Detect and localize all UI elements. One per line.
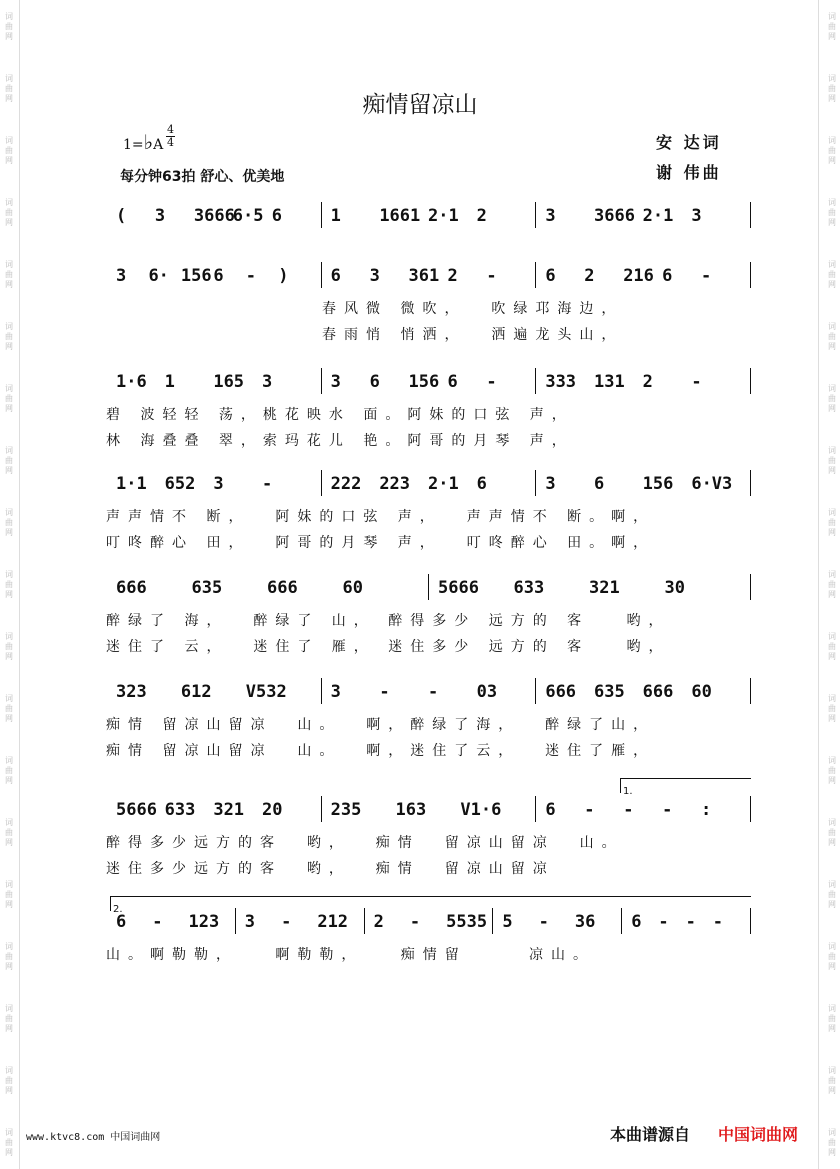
bar-line: [750, 574, 751, 600]
lyric-line: 痴情 留凉山留凉 山。 啊，迷住了云， 迷住了雁，: [106, 743, 656, 759]
measure: [331, 474, 532, 496]
watermark-mark: 词 曲 网: [5, 1066, 13, 1095]
note-group: 3: [369, 266, 380, 286]
lyric-line: 醉得多少远方的客 哟， 痴情 留凉山留凉 山。: [106, 835, 624, 851]
note-group: 6: [662, 266, 673, 286]
lyric-line: 春风微 微吹， 吹绿邛海边，: [322, 301, 624, 317]
note-group: 6: [631, 912, 642, 932]
watermark-mark: 词 曲 网: [828, 74, 836, 103]
bar-line: [492, 908, 493, 934]
lyric-line: 叮咚醉心 田， 阿哥的月琴 声， 叮咚醉心 田。啊，: [106, 535, 656, 551]
note-group: 6: [330, 266, 341, 286]
note-group: 60: [691, 682, 712, 702]
watermark-mark: 词 曲 网: [5, 446, 13, 475]
note-group: 612: [180, 682, 212, 702]
watermark-mark: 词 曲 网: [5, 12, 13, 41]
watermark-mark: 词 曲 网: [5, 880, 13, 909]
note-group: 235: [330, 800, 362, 820]
measure: [116, 474, 317, 496]
bar-line: [750, 202, 751, 228]
lyricist-credit: 安 达词: [656, 133, 722, 152]
note-group: 3666: [593, 206, 635, 226]
bar-line: [321, 678, 322, 704]
watermark-mark: 词 曲 网: [828, 260, 836, 289]
note-group: 3666: [193, 206, 235, 226]
note-group: 123: [188, 912, 220, 932]
footer-website: www.ktvc8.com 中国词曲网: [26, 1132, 161, 1143]
watermark-mark: 词 曲 网: [828, 694, 836, 723]
bar-line: [235, 908, 236, 934]
bar-line: [364, 908, 365, 934]
bar-line: [750, 796, 751, 822]
note-group: 666: [116, 578, 147, 598]
watermark-mark: 词 曲 网: [828, 1066, 836, 1095]
watermark-mark: 词 曲 网: [5, 260, 13, 289]
note-group: 6: [271, 206, 282, 226]
measure: [331, 800, 532, 822]
volta-first-ending: 1.: [620, 778, 751, 793]
measure: [245, 912, 360, 934]
note-group: -: [584, 800, 595, 820]
note-group: 212: [317, 912, 349, 932]
watermark-mark: 词 曲 网: [5, 74, 13, 103]
note-group: 131: [593, 372, 625, 392]
note-group: 156: [408, 372, 440, 392]
note-group: -: [691, 372, 702, 392]
lyric-line: 迷住了 云， 迷住了 雁， 迷住多少 远方的 客 哟，: [106, 639, 671, 655]
watermark-mark: 词 曲 网: [828, 508, 836, 537]
left-margin-line: [19, 0, 20, 1169]
lyric-line: 林 海叠叠 翠，索玛花儿 艳。阿哥的月琴 声，: [106, 433, 574, 449]
note-group: -: [409, 912, 421, 932]
bar-line: [535, 678, 536, 704]
measure: [331, 682, 532, 704]
note-group: 36: [574, 912, 596, 932]
measure: [545, 372, 746, 394]
note-group: 156: [642, 474, 674, 494]
bar-line: [535, 202, 536, 228]
bar-line: [535, 470, 536, 496]
note-group: 6·V3: [691, 474, 733, 494]
measure: [502, 912, 617, 934]
watermark-mark: 词 曲 网: [5, 1004, 13, 1033]
measure: [116, 578, 424, 600]
measure: [331, 266, 532, 288]
note-group: -: [685, 912, 696, 932]
note-group: -: [262, 474, 273, 494]
watermark-mark: 词 曲 网: [5, 322, 13, 351]
note-group: 666: [545, 682, 577, 702]
note-group: 1·6: [116, 372, 147, 392]
note-group: 3: [154, 206, 166, 226]
note-group: 6: [476, 474, 487, 494]
note-group: -: [623, 800, 634, 820]
watermark-mark: 词 曲 网: [828, 384, 836, 413]
bar-line: [750, 470, 751, 496]
note-group: 1·1: [116, 474, 147, 494]
watermark-mark: 词 曲 网: [828, 1128, 836, 1157]
note-group: -: [658, 912, 669, 932]
note-group: 5: [502, 912, 513, 932]
watermark-mark: 词 曲 网: [828, 880, 836, 909]
note-group: 2·1: [427, 206, 459, 226]
watermark-mark: 词 曲 网: [5, 1128, 13, 1157]
note-group: 6·5: [232, 206, 264, 226]
note-group: 3: [545, 206, 556, 226]
watermark-mark: 词 曲 网: [828, 12, 836, 41]
note-group: 60: [342, 578, 363, 598]
note-group: 6: [447, 372, 458, 392]
measure: [545, 474, 746, 496]
note-group: 2: [447, 266, 458, 286]
bar-line: [535, 262, 536, 288]
lyric-line: 痴情 留凉山留凉 山。 啊，醉绿了海， 醉绿了山，: [106, 717, 656, 733]
watermark-mark: 词 曲 网: [828, 322, 836, 351]
watermark-mark: 词 曲 网: [828, 756, 836, 785]
bar-line: [535, 368, 536, 394]
bar-line: [321, 368, 322, 394]
bar-line: [321, 202, 322, 228]
note-group: 3: [116, 266, 127, 286]
lyric-line: 醉绿了 海， 醉绿了 山， 醉得多少 远方的 客 哟，: [106, 613, 671, 629]
measure: [331, 206, 532, 228]
note-group: 2: [584, 266, 595, 286]
note-group: 6: [545, 266, 556, 286]
measure: [374, 912, 489, 934]
note-group: 3: [691, 206, 702, 226]
note-group: 2: [476, 206, 487, 226]
watermark-mark: 词 曲 网: [828, 818, 836, 847]
note-group: -: [427, 682, 439, 702]
note-group: 30: [664, 578, 685, 598]
note-group: 6: [593, 474, 605, 494]
lyric-line: 声声情不 断， 阿妹的口弦 声， 声声情不 断。啊，: [106, 509, 656, 525]
measure: [545, 682, 746, 704]
note-group: 2·1: [427, 474, 459, 494]
note-group: 3: [330, 372, 341, 392]
note-group: 666: [267, 578, 298, 598]
watermark-mark: 词 曲 网: [5, 136, 13, 165]
note-group: 333: [545, 372, 577, 392]
measure: [116, 682, 317, 704]
measure: [438, 578, 746, 600]
note-group: 6·: [148, 266, 169, 286]
watermark-mark: 词 曲 网: [828, 1004, 836, 1033]
note-group: 321: [213, 800, 245, 820]
note-group: V1·6: [460, 800, 502, 820]
note-group: 20: [262, 800, 283, 820]
note-group: 3: [330, 682, 341, 702]
note-group: -: [281, 912, 292, 932]
song-title: 痴情留凉山: [362, 92, 478, 118]
watermark-mark: 词 曲 网: [5, 508, 13, 537]
watermark-mark: 词 曲 网: [5, 632, 13, 661]
note-group: 165: [213, 372, 245, 392]
note-group: 3: [262, 372, 273, 392]
note-group: 1661: [379, 206, 421, 226]
lyric-line: 碧 波轻轻 荡，桃花映水 面。阿妹的口弦 声，: [106, 407, 574, 423]
watermark-mark: 词 曲 网: [828, 570, 836, 599]
note-group: 163: [395, 800, 427, 820]
note-group: 223: [379, 474, 411, 494]
measure: [545, 800, 746, 822]
footer-brand: 中国词曲网: [718, 1125, 799, 1144]
bar-line: [321, 262, 322, 288]
note-group: 216: [623, 266, 654, 286]
watermark-mark: 词 曲 网: [5, 756, 13, 785]
note-group: 323: [116, 682, 147, 702]
footer-source-text: 本曲谱源自: [610, 1125, 691, 1144]
tempo-marking: 每分钟63拍 舒心、优美地: [120, 169, 285, 185]
measure: [545, 266, 746, 288]
measure: [331, 372, 532, 394]
bar-line: [750, 262, 751, 288]
note-group: 6: [545, 800, 556, 820]
bar-line: [321, 796, 322, 822]
note-group: 6: [369, 372, 380, 392]
note-group: 666: [642, 682, 674, 702]
note-group: 6: [213, 266, 224, 286]
note-group: 633: [513, 578, 545, 598]
bar-line: [750, 908, 751, 934]
note-group: 1: [330, 206, 341, 226]
note-group: 3: [545, 474, 556, 494]
note-group: 635: [593, 682, 625, 702]
key-signature: 1=♭A: [123, 130, 164, 154]
note-group: -: [486, 372, 497, 392]
measure: [116, 800, 317, 822]
note-group: -: [152, 912, 163, 932]
note-group: -: [486, 266, 497, 286]
note-group: -: [538, 912, 549, 932]
time-signature: 4 4: [167, 123, 174, 149]
watermark-mark: 词 曲 网: [5, 694, 13, 723]
note-group: 5535: [446, 912, 488, 932]
note-group: 633: [164, 800, 196, 820]
volta-second-ending: 2.: [110, 896, 751, 911]
note-group: 5666: [438, 578, 479, 598]
note-group: -: [712, 912, 724, 932]
note-group: 156: [180, 266, 212, 286]
note-group: 5666: [116, 800, 157, 820]
note-group: :: [701, 800, 712, 820]
note-group: 321: [589, 578, 620, 598]
watermark-mark: 词 曲 网: [828, 198, 836, 227]
watermark-mark: 词 曲 网: [5, 818, 13, 847]
note-group: -: [701, 266, 712, 286]
lyric-line: 山。啊勒勒， 啊勒勒， 痴情留 凉山。: [106, 947, 595, 963]
bar-line: [621, 908, 622, 934]
measure: [116, 912, 231, 934]
note-group: -: [662, 800, 673, 820]
note-group: 2·1: [642, 206, 674, 226]
watermark-mark: 词 曲 网: [5, 198, 13, 227]
lyric-line: 迷住多少远方的客 哟， 痴情 留凉山留凉: [106, 861, 555, 877]
note-group: -: [379, 682, 390, 702]
bar-line: [750, 678, 751, 704]
bar-line: [428, 574, 429, 600]
watermark-mark: 词 曲 网: [828, 136, 836, 165]
watermark-mark: 词 曲 网: [828, 632, 836, 661]
note-group: 2: [642, 372, 653, 392]
watermark-mark: 词 曲 网: [828, 942, 836, 971]
bar-line: [535, 796, 536, 822]
note-group: (: [116, 206, 127, 226]
watermark-mark: 词 曲 网: [5, 384, 13, 413]
note-group: 635: [191, 578, 223, 598]
watermark-mark: 词 曲 网: [5, 570, 13, 599]
bar-line: [750, 368, 751, 394]
note-group: 1: [164, 372, 175, 392]
lyric-line: 春雨悄 悄洒， 洒遍龙头山，: [322, 327, 624, 343]
measure: [631, 912, 746, 934]
note-group: 652: [164, 474, 196, 494]
note-group: 3: [213, 474, 224, 494]
watermark-mark: 词 曲 网: [5, 942, 13, 971]
note-group: 3: [244, 912, 256, 932]
measure: [116, 206, 317, 228]
note-group: -: [245, 266, 257, 286]
watermark-mark: 词 曲 网: [828, 446, 836, 475]
right-margin-line: [818, 0, 819, 1169]
composer-credit: 谢 伟曲: [656, 163, 722, 182]
measure: [116, 266, 317, 288]
measure: [545, 206, 746, 228]
note-group: 222: [330, 474, 362, 494]
note-group: ): [278, 266, 289, 286]
note-group: 03: [476, 682, 498, 702]
bar-line: [321, 470, 322, 496]
note-group: V532: [245, 682, 287, 702]
measure: [116, 372, 317, 394]
note-group: 361: [408, 266, 440, 286]
note-group: 2: [373, 912, 384, 932]
note-group: 6: [116, 912, 127, 932]
